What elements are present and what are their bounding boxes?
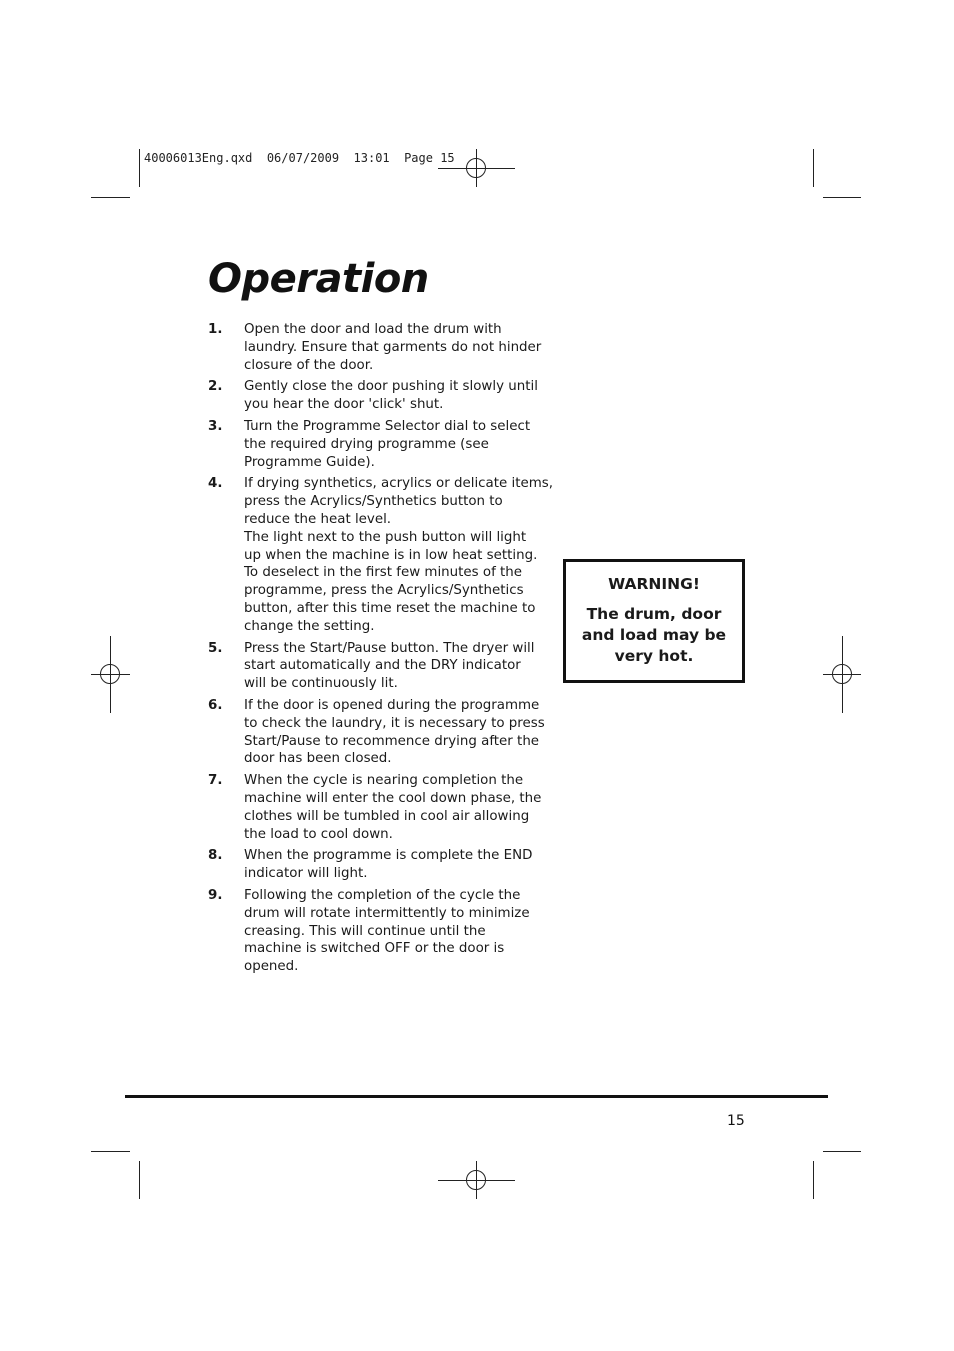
step-item	[208, 887, 553, 976]
step-item	[208, 418, 553, 471]
step-item	[208, 697, 553, 768]
page-title: Operation	[208, 256, 429, 302]
warning-body: The drum, door and load may be very hot.	[581, 605, 727, 665]
step-text: Press the Start/Pause button. The dryer will start automatically and the DRY indicator will be continuously lit.	[244, 640, 535, 692]
print-slug: 40006013Eng.qxd 06/07/2009 13:01 Page 15	[144, 151, 455, 165]
step-number: 1.	[208, 322, 223, 337]
step-text: When the cycle is nearing completion the machine will enter the cool down phase, the clothes will be tumbled in cool air allowing the load to cool down.	[244, 773, 542, 842]
step-number: 4.	[208, 476, 223, 492]
step-text: Following the completion of the cycle the drum will rotate intermittently to minimize creasing. This will continue until the machine is switched OFF or the door is opened.	[244, 887, 530, 975]
step-item	[208, 378, 553, 414]
crop-mark	[91, 1151, 130, 1152]
warning-title: WARNING!	[608, 575, 700, 593]
footer-rule	[125, 1095, 828, 1098]
step-item	[208, 772, 553, 843]
crop-mark	[91, 197, 130, 198]
page-number: 15	[727, 1113, 745, 1129]
step-number: 3.	[208, 418, 223, 434]
operation-steps	[208, 321, 553, 980]
crop-mark	[813, 1161, 814, 1199]
step-number: 7.	[208, 773, 223, 789]
step-item	[208, 640, 553, 693]
step-item	[208, 847, 553, 883]
crop-mark	[139, 149, 140, 187]
step-text: When the programme is complete the END indicator will light.	[244, 848, 533, 882]
step-number: 5.	[208, 640, 223, 656]
crop-mark	[823, 1151, 861, 1152]
step-text: If the door is opened during the programme to check the laundry, it is necessary to press Start/Pause to recommence drying after the door has been closed.	[244, 697, 545, 767]
warning-box	[563, 559, 745, 683]
step-item	[208, 475, 553, 635]
crop-mark	[813, 149, 814, 187]
crop-mark	[139, 1161, 140, 1199]
step-item	[208, 321, 553, 374]
crop-mark	[823, 197, 861, 198]
step-number: 2.	[208, 379, 223, 395]
step-number: 9.	[208, 887, 223, 903]
step-text: Gently close the door pushing it slowly until you hear the door 'click' shut.	[244, 379, 538, 413]
step-number: 8.	[208, 848, 223, 864]
step-text: Turn the Programme Selector dial to select the required drying programme (see Programme Guide).	[244, 418, 531, 470]
step-text: If drying synthetics, acrylics or delicate items, press the Acrylics/Synthetics button to reduce the heat level. The light next to the push button will light up when the machine is in low heat setting. To deselect in the first few minutes of the programme, press the Acrylics/Synthetics button, after this time reset the machine to change the setting.	[244, 476, 553, 634]
step-number: 6.	[208, 697, 223, 713]
step-text: Open the door and load the drum with laundry. Ensure that garments do not hinder closure of the door.	[244, 322, 542, 373]
